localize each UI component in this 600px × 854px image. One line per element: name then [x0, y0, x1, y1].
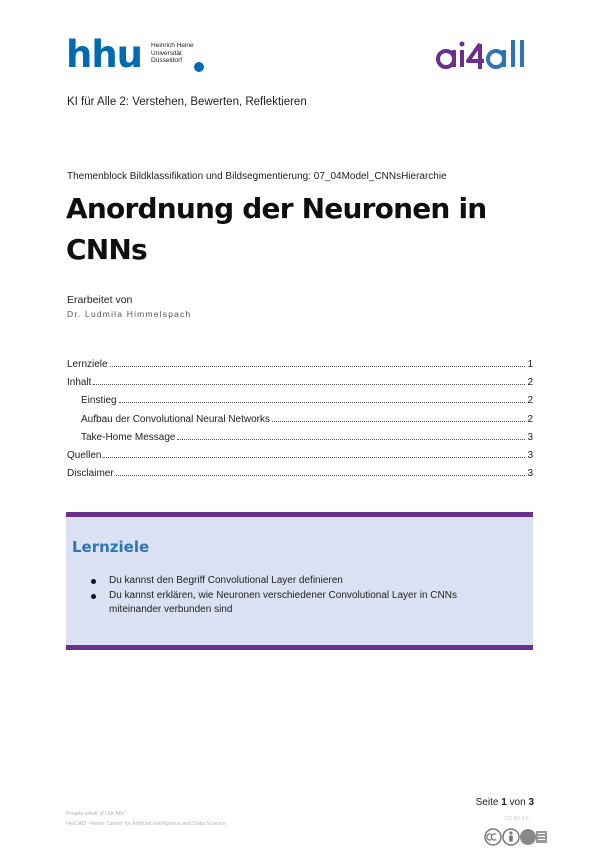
toc-leader-dots	[119, 402, 526, 403]
toc-leader-dots	[93, 384, 525, 385]
toc-entry-einstieg[interactable]: Einstieg 2	[81, 395, 533, 407]
lernziele-heading: Lernziele	[72, 538, 150, 556]
cc-icon	[485, 829, 501, 845]
toc-leader-dots	[272, 421, 525, 422]
toc-entry-lernziele[interactable]: Lernziele 1	[67, 359, 533, 370]
bullet-icon	[91, 594, 96, 599]
toc-leader-dots	[110, 366, 526, 367]
toc-entry-inhalt[interactable]: Inhalt 2	[67, 377, 533, 389]
page-number: Seite 1 von 3	[475, 797, 534, 808]
license-text: CC BY 4.0	[505, 816, 529, 822]
by-icon	[503, 829, 519, 845]
toc-leader-dots	[116, 475, 526, 476]
lernziele-list	[90, 574, 510, 618]
toc-entry-take-home[interactable]: Take-Home Message 3	[81, 431, 533, 443]
document-title: Anordnung der Neuronen in CNNs	[66, 192, 487, 266]
toc-entry-disclaimer[interactable]: Disclaimer 3	[67, 468, 533, 480]
lernziel-item: Du kannst erklären, wie Neuronen verschiedener Convolutional Layer in CNNs miteinander verbunden sind	[90, 589, 510, 618]
hhu-wordmark: hhu	[66, 33, 143, 76]
lernziel-item: Du kannst den Begriff Convolutional Layer definieren	[90, 574, 510, 589]
lernziele-box	[66, 512, 533, 650]
oer-icon	[520, 829, 547, 845]
table-of-contents	[67, 359, 533, 486]
footer-center-line: HeiCAD –Heine Center for Artificial Intelligence and Data Science	[66, 821, 226, 827]
toc-leader-dots	[177, 439, 525, 440]
footer-project-line: Projekt ai4all „KI für Alle“	[66, 811, 127, 817]
course-title: KI für Alle 2: Verstehen, Bewerten, Reflektieren	[67, 96, 307, 108]
toc-entry-quellen[interactable]: Quellen 3	[67, 449, 533, 461]
author-name: Dr. Ludmila Himmelspach	[67, 309, 192, 319]
hhu-logo	[66, 33, 194, 76]
erarbeitet-label: Erarbeitet von	[67, 294, 133, 306]
bullet-icon	[91, 579, 96, 584]
hhu-logo-dot	[194, 62, 204, 72]
toc-entry-aufbau-cnn[interactable]: Aufbau der Convolutional Neural Networks 2	[81, 413, 533, 425]
ai4all-logo	[436, 36, 544, 74]
license-icons	[484, 827, 548, 847]
hhu-university-name: Heinrich Heine Universität Düsseldorf	[151, 42, 194, 65]
toc-leader-dots	[103, 457, 525, 458]
themenblock-line: Themenblock Bildklassifikation und Bildsegmentierung: 07_04Model_CNNsHierarchie	[67, 171, 447, 182]
